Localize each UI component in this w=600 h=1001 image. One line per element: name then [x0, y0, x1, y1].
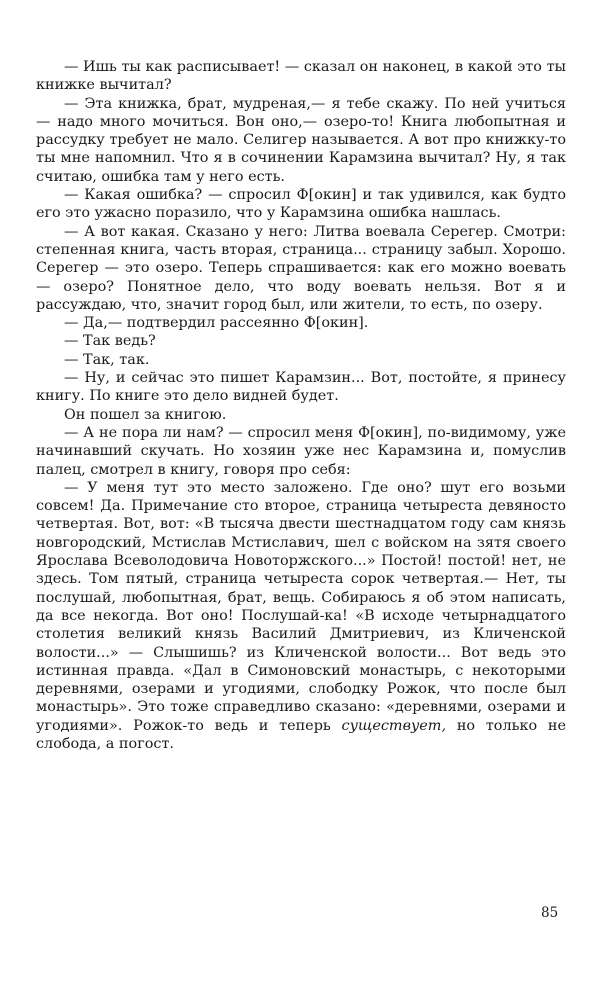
italic-word: существует,: [341, 717, 447, 734]
body-text: [36, 58, 566, 753]
paragraph-last-main: — У меня тут это место заложено. Где оно? шут его возьми совсем! Да. Примечание сто второе, страница четыреста девяносто четвертая. Вот, вот: «В тысяча двести шестнадцатом году сам князь новгородский, Мстислав Мстиславич, шел с войском на зятя своего Ярослава Всеволодовича Новоторжского...» Постой! постой! нет, не здесь. Том пятый, страница четыреста сорок четвертая.— Нет, ты послушай, любопытная, брат, вещь. Собираюсь я об этом написать, да все некогда. Вот оно! Послушай-ка! «В исходе четырнадцатого столетия великий князь Василий Дмитриевич, из Кличенской волости...» — Слышишь? из Кличенской волости... Вот ведь это истинная правда. «Дал в Симоновский монастырь, с некоторыми деревнями, озерами и угодиями, слободку Рожок, что после был монастырь». Это тоже справедливо сказано: «деревнями, озерами и угодиями». Рожок-то ведь и теперь: [36, 479, 566, 734]
paragraph-last-end: но только не слобода, а погост.: [36, 717, 566, 752]
paragraph: — Ну, и сейчас это пишет Карамзин... Вот, постойте, я принесу книгу. По книге это дело видней будет.: [36, 370, 566, 405]
page-number: 85: [541, 905, 559, 921]
paragraph: — Так, так.: [64, 351, 150, 368]
paragraph: — Ишь ты как расписывает! — сказал он наконец, в какой это ты книжке вычитал?: [36, 59, 566, 94]
paragraph: — Эта книжка, брат, мудреная,— я тебе скажу. По ней учиться — надо много мочиться. Вон оно,— озеро-то! Книга любопытная и рассудку требует не мало. Селигер называется. А вот про книжку-то ты мне напомнил. Что я в сочинении Карамзина вычитал? Ну, я так считаю, ошибка там у него есть.: [36, 95, 566, 185]
paragraph: — Какая ошибка? — спросил Ф[окин] и так удивился, как будто его это ужасно поразило, что у Карамзина ошибка нашлась.: [36, 187, 566, 222]
paragraph: — Да,— подтвердил рассеянно Ф[окин].: [64, 315, 369, 332]
paragraph: Он пошел за книгою.: [64, 406, 227, 423]
paragraph: — А не пора ли нам? — спросил меня Ф[окин], по-видимому, уже начинавший скучать. Но хозяин уже нес Карамзина и, помуслив палец, смотрел в книгу, говоря про себя:: [36, 424, 566, 478]
paragraph: — Так ведь?: [64, 333, 156, 350]
paragraph-last: [36, 479, 566, 753]
paragraph: — А вот какая. Сказано у него: Литва воевала Серегер. Смотри: степенная книга, часть вторая, страница... страницу забыл. Хорошо. Серегер — это озеро. Теперь спрашивается: как его можно воевать — озеро? Понятное дело, что воду воевать нельзя. Вот я и рассуждаю, что, значит город был, или жители, то есть, по озеру.: [36, 223, 566, 313]
